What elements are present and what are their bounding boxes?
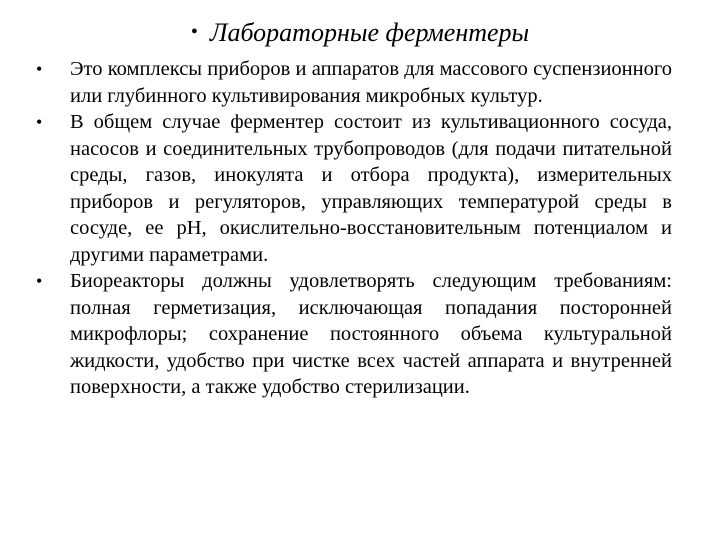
bullet-list bbox=[36, 56, 672, 401]
list-item-text: Биореакторы должны удовлетворять следующим требованиям: полная герметизация, исключающая попадания посторонней микрофлоры; сохранение постоянного объема культуральной жидкости, удобство при чистке всех частей аппарата и внутренней поверхности, а также удобство стерилизации. bbox=[70, 270, 672, 398]
list-item bbox=[36, 268, 672, 401]
slide-title bbox=[0, 16, 720, 52]
list-item bbox=[36, 109, 672, 268]
list-item-text: Это комплексы приборов и аппаратов для массового суспензионного или глубинного культивирования микробных культур. bbox=[70, 58, 672, 107]
title-bullet: • bbox=[190, 21, 198, 43]
bullet-marker: • bbox=[36, 271, 43, 291]
bullet-marker: • bbox=[36, 112, 43, 132]
title-text: Лабораторные ферментеры bbox=[209, 18, 530, 47]
bullet-marker: • bbox=[36, 59, 43, 79]
list-item bbox=[36, 56, 672, 109]
list-item-text: В общем случае ферментер состоит из культивационного сосуда, насосов и соединительных трубопроводов (для подачи питательной среды, газов, инокулята и отбора продукта), измерительных приборов и регуляторов, управляющих температурой среды в сосуде, ее рН, окислительно-восстановительным потенциалом и другими параметрами. bbox=[70, 111, 672, 266]
